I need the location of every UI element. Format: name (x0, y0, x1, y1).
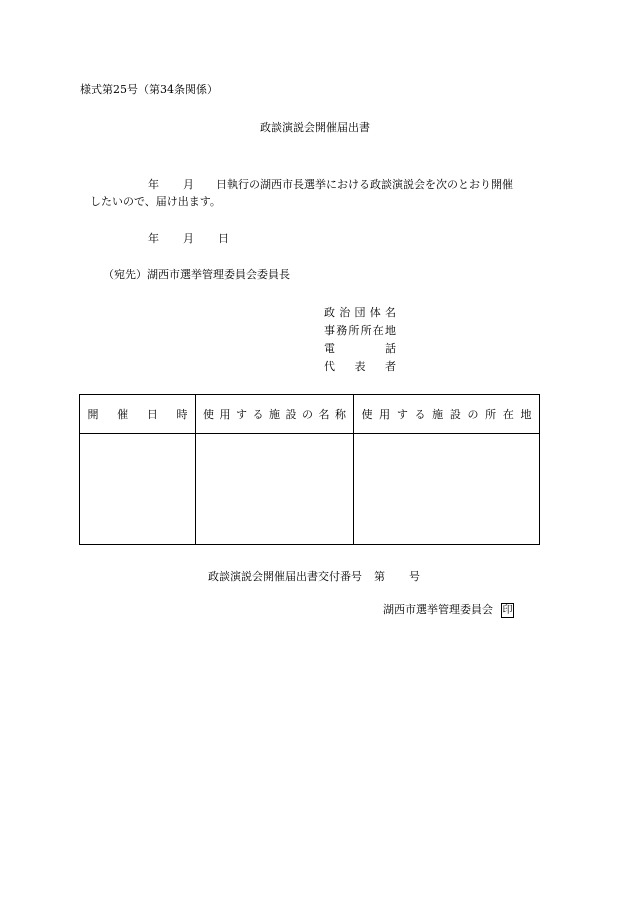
issue-number-label: 政談演説会開催届出書交付番号 (208, 570, 362, 583)
table-header-row (80, 395, 540, 434)
document-title: 政談演説会開催届出書 (260, 121, 370, 134)
applicant-phone: 電話 (324, 342, 396, 355)
issuing-committee (383, 601, 514, 618)
table-header-cell (80, 395, 196, 434)
issue-number (208, 568, 420, 584)
body-line-1-rest: 日執行の湖西市長選挙における政談演説会を次のとおり開催 (216, 178, 513, 191)
event-table (79, 394, 540, 545)
applicant-org-name: 政治団体名 (324, 306, 396, 319)
header-facility-name: 使用する施設の名称 (203, 408, 346, 421)
applicant-representative: 代表者 (324, 360, 396, 373)
table-header-cell (354, 395, 540, 434)
body-year: 年 (148, 178, 159, 191)
seal-mark: 印 (502, 604, 513, 616)
issue-number-suffix: 号 (409, 570, 420, 583)
body-month: 月 (183, 178, 194, 191)
facility-address-cell (354, 434, 540, 545)
issue-number-prefix: 第 (374, 570, 385, 583)
table-header-cell (196, 395, 354, 434)
applicant-block (324, 305, 396, 377)
applicant-office-address: 事務所所在地 (324, 324, 396, 337)
committee-name: 湖西市選挙管理委員会 (383, 603, 493, 616)
header-datetime: 開催日時 (87, 408, 188, 421)
addressee: （宛先）湖西市選挙管理委員会委員長 (103, 268, 290, 281)
form-number: 様式第25号（第34条関係） (80, 83, 218, 96)
datetime-cell (80, 434, 196, 545)
date-month: 月 (183, 232, 194, 245)
date-day: 日 (218, 232, 229, 245)
table-row (80, 434, 540, 545)
date-year: 年 (148, 232, 159, 245)
facility-name-cell (196, 434, 354, 545)
body-line-2: したいので、届け出ます。 (90, 195, 221, 208)
body-line-1 (90, 176, 513, 192)
submission-date (148, 230, 229, 246)
header-facility-address: 使用する施設の所在地 (361, 408, 532, 421)
